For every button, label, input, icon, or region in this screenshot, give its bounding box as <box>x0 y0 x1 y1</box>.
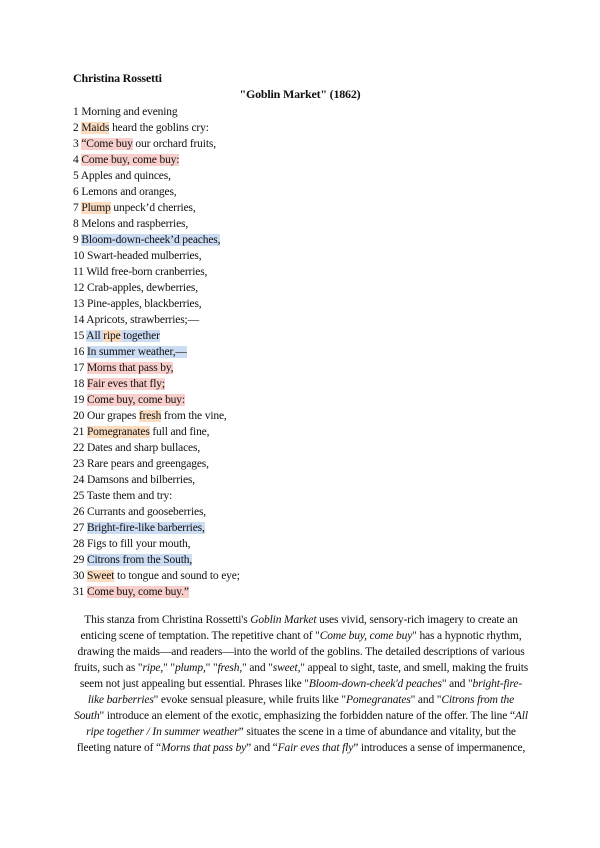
highlighted-phrase: Bright-fire-like barberries, <box>86 522 205 534</box>
line-number: 19 <box>73 394 85 406</box>
line-number: 6 <box>73 186 79 198</box>
line-number: 29 <box>73 554 85 566</box>
quoted-phrase: plump <box>174 662 203 674</box>
poem-line <box>73 312 240 328</box>
highlighted-phrase: Plump <box>81 202 111 214</box>
poem-line <box>73 568 240 584</box>
quoted-phrase: Goblin Market <box>250 614 317 626</box>
poem-line <box>73 136 240 152</box>
poem-line <box>73 440 240 456</box>
line-text: Pine-apples, blackberries, <box>86 298 202 310</box>
quoted-phrase: Morns that pass by <box>160 742 247 754</box>
line-number: 13 <box>73 298 85 310</box>
line-text: Swart-headed mulberries, <box>86 250 202 262</box>
analysis-text: ," appeal to sight, taste, and smell, making the fruits seem not just appealing but essential. Phrases like " <box>79 662 529 690</box>
line-number: 16 <box>73 346 85 358</box>
poem-title: "Goblin Market" (1862) <box>239 87 361 101</box>
highlighted-phrase: Sweet <box>86 570 115 582</box>
poem-line <box>73 360 240 376</box>
highlighted-phrase: All <box>86 330 104 342</box>
line-text: full and fine, <box>149 426 210 438</box>
highlighted-phrase: together <box>120 330 160 342</box>
line-number: 26 <box>73 506 85 518</box>
poem-line <box>73 536 240 552</box>
line-number: 30 <box>73 570 85 582</box>
poem-line <box>73 392 240 408</box>
poem-line <box>73 376 240 392</box>
line-number: 18 <box>73 378 85 390</box>
line-number: 9 <box>73 234 79 246</box>
poem-line <box>73 280 240 296</box>
line-number: 2 <box>73 122 79 134</box>
analysis-text: " and " <box>410 694 442 706</box>
highlighted-phrase: “Come buy <box>81 138 133 150</box>
poem-line <box>73 456 240 472</box>
line-number: 22 <box>73 442 85 454</box>
poem-line <box>73 232 240 248</box>
line-number: 3 <box>73 138 79 150</box>
line-text: our orchard fruits, <box>132 138 216 150</box>
poem-line <box>73 504 240 520</box>
highlighted-phrase: Maids <box>81 122 110 134</box>
line-number: 14 <box>73 314 85 326</box>
highlighted-phrase: fresh <box>138 410 162 422</box>
quoted-phrase: Fair eves that fly <box>277 742 354 754</box>
analysis-text: ," " <box>202 662 218 674</box>
author-name: Christina Rossetti <box>73 71 162 85</box>
line-number: 17 <box>73 362 85 374</box>
highlighted-phrase: Come buy, come buy: <box>86 394 185 406</box>
line-text: Our grapes <box>86 410 139 422</box>
line-number: 7 <box>73 202 79 214</box>
line-number: 31 <box>73 586 85 598</box>
line-text: Rare pears and greengages, <box>86 458 209 470</box>
line-number: 8 <box>73 218 79 230</box>
analysis-text: " introduce an element of the exotic, emphasizing the forbidden nature of the offer. The line “ <box>99 710 515 722</box>
highlighted-phrase: Bloom-down-cheek’d peaches, <box>81 234 221 246</box>
line-text: Apples and quinces, <box>80 170 171 182</box>
line-number: 21 <box>73 426 85 438</box>
highlighted-phrase: Morns that pass by, <box>86 362 174 374</box>
poem-line <box>73 200 240 216</box>
poem-line <box>73 248 240 264</box>
line-number: 24 <box>73 474 85 486</box>
line-text: Figs to fill your mouth, <box>86 538 191 550</box>
poem-line <box>73 344 240 360</box>
quoted-phrase: All ripe together / In summer weather <box>86 710 528 738</box>
analysis-text: ” introduces a sense of impermanence, <box>353 742 526 754</box>
poem-line <box>73 552 240 568</box>
line-number: 4 <box>73 154 79 166</box>
line-text: Currants and gooseberries, <box>86 506 206 518</box>
highlighted-phrase: Pomegranates <box>86 426 150 438</box>
analysis-paragraph <box>73 612 529 756</box>
line-number: 25 <box>73 490 85 502</box>
highlighted-phrase: ripe <box>103 330 121 342</box>
highlighted-phrase: Come buy, come buy: <box>81 154 180 166</box>
analysis-text: " has a hypnotic rhythm, drawing the maids—and readers—into the world of the goblins. The detailed descriptions of various fruits, such as " <box>73 630 525 674</box>
line-number: 23 <box>73 458 85 470</box>
line-text: heard the goblins cry: <box>109 122 209 134</box>
analysis-text: ," " <box>160 662 175 674</box>
poem-line <box>73 296 240 312</box>
quoted-phrase: Bloom-down-cheek'd peaches <box>308 678 442 690</box>
poem-line <box>73 520 240 536</box>
poem-line <box>73 168 240 184</box>
line-text: Apricots, strawberries;— <box>86 314 199 326</box>
analysis-text: " and " <box>441 678 473 690</box>
quoted-phrase: Citrons from the South <box>74 694 515 722</box>
line-number: 1 <box>73 106 79 118</box>
poem-line <box>73 120 240 136</box>
line-number: 20 <box>73 410 85 422</box>
analysis-text: ," and " <box>239 662 273 674</box>
poem-line <box>73 488 240 504</box>
line-number: 10 <box>73 250 85 262</box>
poem-line <box>73 472 240 488</box>
line-text: Crab-apples, dewberries, <box>86 282 198 294</box>
analysis-text: " evoke sensual pleasure, while fruits like " <box>153 694 346 706</box>
analysis-text: ” situates the scene in a time of abundance and vitality, but the fleeting nature of “ <box>76 726 516 754</box>
line-number: 12 <box>73 282 85 294</box>
quoted-phrase: Come buy, come buy <box>319 630 413 642</box>
line-number: 11 <box>73 266 84 278</box>
poem-stanza <box>73 104 240 600</box>
quoted-phrase: Pomegranates <box>345 694 411 706</box>
analysis-text: uses vivid, sensory-rich imagery to create an enticing scene of temptation. The repetitive chant of " <box>80 614 518 642</box>
quoted-phrase: bright-fire-like barberries <box>87 678 523 706</box>
poem-line <box>73 584 240 600</box>
line-text: Dates and sharp bullaces, <box>86 442 201 454</box>
line-number: 5 <box>73 170 79 182</box>
line-text: Wild free-born cranberries, <box>86 266 208 278</box>
poem-line <box>73 216 240 232</box>
analysis-text: This stanza from Christina Rossetti's <box>84 614 251 626</box>
poem-line <box>73 104 240 120</box>
line-number: 15 <box>73 330 85 342</box>
line-text: from the vine, <box>161 410 227 422</box>
highlighted-phrase: Citrons from the South, <box>86 554 193 566</box>
line-text: Melons and raspberries, <box>81 218 189 230</box>
line-text: unpeck’d cherries, <box>110 202 196 214</box>
highlighted-phrase: Come buy, come buy.” <box>86 586 189 598</box>
poem-line <box>73 408 240 424</box>
poem-line <box>73 328 240 344</box>
quoted-phrase: fresh <box>217 662 240 674</box>
poem-line <box>73 152 240 168</box>
line-text: Damsons and bilberries, <box>86 474 195 486</box>
poem-line <box>73 264 240 280</box>
line-text: to tongue and sound to eye; <box>114 570 240 582</box>
line-text: Morning and evening <box>81 106 178 118</box>
analysis-text: ” and “ <box>246 742 278 754</box>
highlighted-phrase: Fair eves that fly; <box>86 378 165 390</box>
line-text: Taste them and try: <box>86 490 173 502</box>
line-text: Lemons and oranges, <box>81 186 177 198</box>
quoted-phrase: sweet <box>272 662 298 674</box>
line-number: 28 <box>73 538 85 550</box>
highlighted-phrase: In summer weather,— <box>86 346 187 358</box>
poem-line <box>73 184 240 200</box>
quoted-phrase: ripe <box>142 662 161 674</box>
poem-line <box>73 424 240 440</box>
line-number: 27 <box>73 522 85 534</box>
